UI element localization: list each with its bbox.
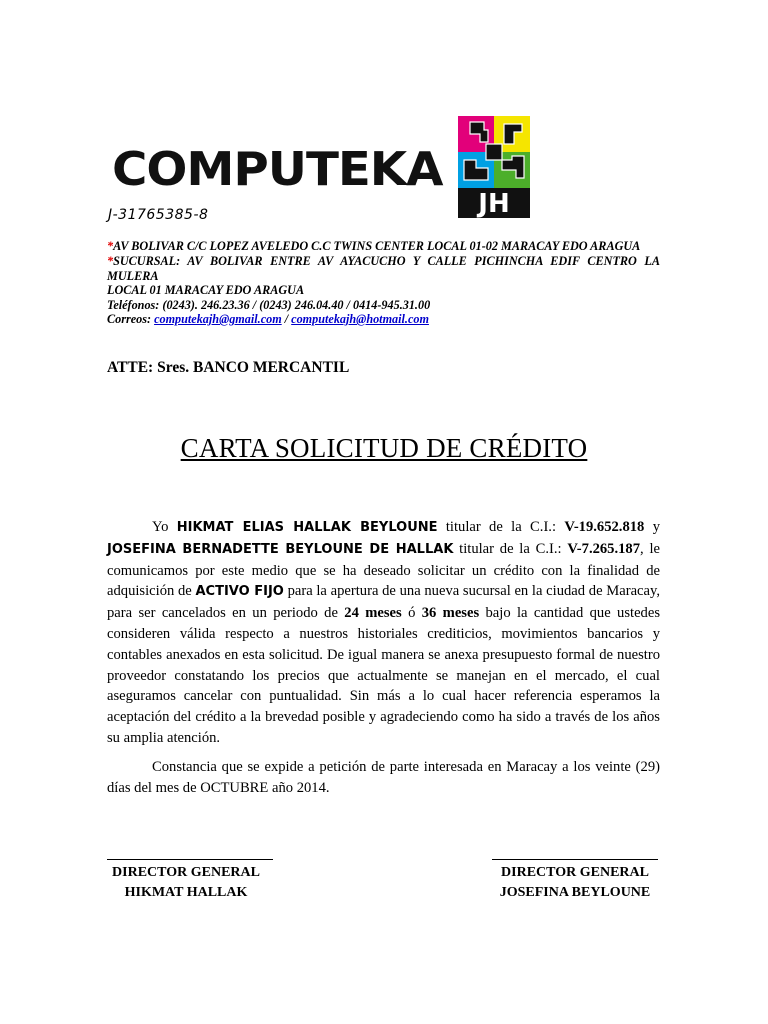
signer-left-name: HIKMAT HALLAK (124, 885, 248, 900)
hands-emblem-icon (458, 116, 530, 188)
company-logo-mark (458, 116, 536, 222)
signer-left-title: DIRECTOR GENERAL (112, 865, 260, 880)
address-line-1: AV BOLIVAR C/C LOPEZ AVELEDO C.C TWINS CENTER LOCAL 01-02 MARACAY EDO ARAGUA (113, 239, 641, 253)
paragraph-request: Yo HIKMAT ELIAS HALLAK BEYLOUNE titular de la C.I.: V-19.652.818 y JOSEFINA BERNADETTE BEYLOUNE DE HALLAK titular de la C.I.: V-7.265.187, le comunicamos por este medio que se ha deseado solicitar un crédito con la finalidad de adquisición de ACTIVO FIJO para la apertura de una nueva sucursal en la ciudad de Maracay, para ser cancelados en un periodo de 24 meses ó 36 meses bajo la cantidad que ustedes consideren válida respecto a nuestros historiales crediticios, movimientos bancarios y contables anexados en esta solicitud. De igual manera se anexa presupuesto formal de nuestro proveedor constatando los precios que actualmente se manejan en el mercado, el cual aseguramos cancelar con puntualidad. Sin más a lo cual hacer referencia esperamos la aceptación del crédito a la brevedad posible y agradeciendo como ha sido a través de los años su amplia atención. (107, 519, 661, 746)
signer-right-title: DIRECTOR GENERAL (501, 865, 649, 880)
document-title: CARTA SOLICITUD DE CRÉDITO (180, 433, 588, 463)
signature-line-right (492, 859, 658, 860)
signature-block-left (96, 863, 276, 903)
phone-numbers: Teléfonos: (0243). 246.23.36 / (0243) 246.04.40 / 0414-945.31.00 (107, 297, 431, 312)
asset-type: ACTIVO FIJO (195, 584, 284, 600)
email-link-hotmail[interactable]: computekajh@hotmail.com (291, 312, 429, 326)
email-separator: / (281, 312, 292, 326)
signature-line-left (107, 859, 273, 860)
signer-right-name: JOSEFINA BEYLOUNE (499, 885, 651, 900)
signature-block-right (485, 863, 665, 903)
bullet-star: * (107, 254, 114, 268)
rif-number: J-31765385-8 (108, 207, 209, 223)
address-main (107, 239, 660, 254)
term-24: 24 meses (344, 605, 402, 622)
term-36: 36 meses (421, 605, 480, 622)
paragraph-constancia: Constancia que se expide a petición de parte interesada en Maracay a los veinte (29) días del mes de OCTUBRE año 2014. (107, 758, 660, 796)
logo-initials: JH (478, 189, 510, 219)
applicant-ci-2: V-7.265.187 (567, 540, 641, 557)
address-line-2b: MULERA (107, 268, 159, 283)
applicant-name-1: HIKMAT ELIAS HALLAK BEYLOUNE (176, 520, 438, 535)
applicant-ci-1: V-19.652.818 (564, 519, 645, 535)
bullet-star: * (107, 239, 114, 253)
email-line (107, 312, 660, 327)
email-label: Correos: (107, 312, 152, 326)
address-line-2a: SUCURSAL: AV BOLIVAR ENTRE AV AYACUCHO Y CALLE PICHINCHA EDIF CENTRO LA (113, 254, 660, 268)
email-link-gmail[interactable]: computekajh@gmail.com (154, 312, 282, 326)
letter-body (107, 517, 660, 798)
address-branch (107, 254, 660, 327)
applicant-name-2: JOSEFINA BERNADETTE BEYLOUNE DE HALLAK (107, 541, 454, 557)
recipient-line: ATTE: Sres. BANCO MERCANTIL (107, 359, 350, 376)
company-logo-text: COMPUTEKA (112, 142, 443, 196)
address-line-2c: LOCAL 01 MARACAY EDO ARAGUA (107, 283, 305, 297)
